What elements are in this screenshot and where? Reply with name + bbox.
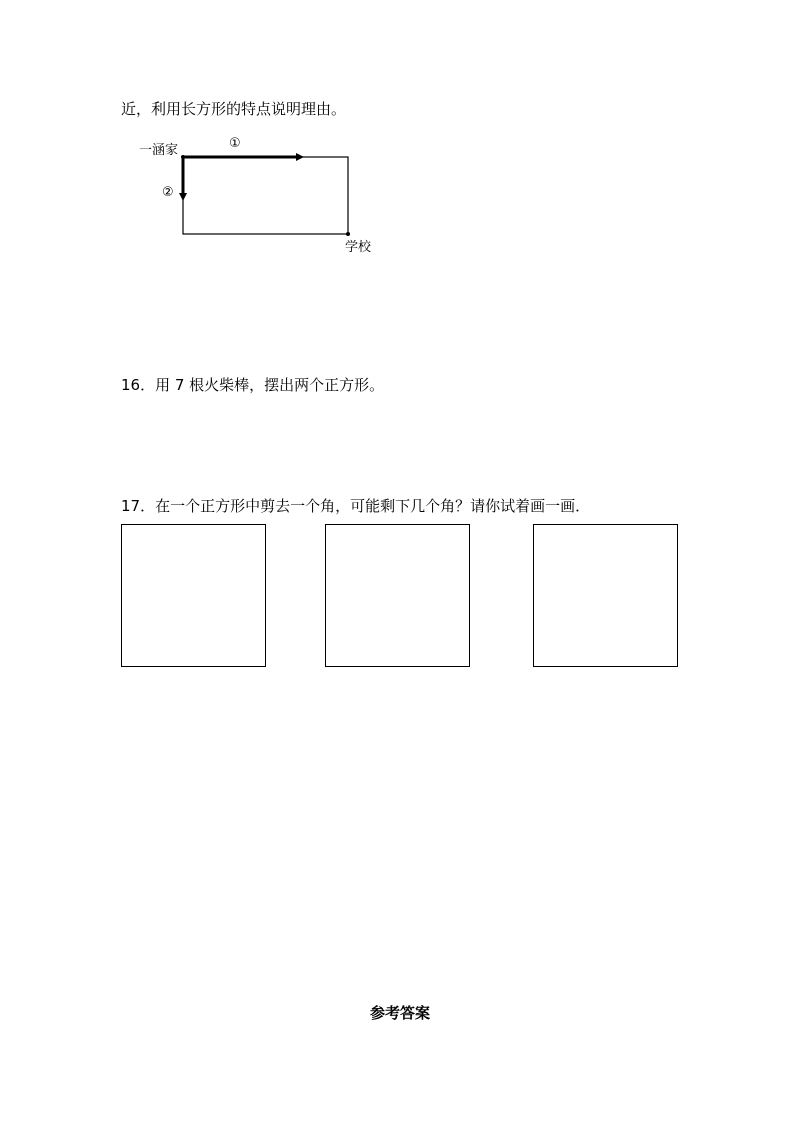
route-2-arrow-head (179, 193, 187, 201)
school-dot (346, 232, 350, 236)
route-2-label: ② (162, 185, 174, 200)
question-16-text: 16．用 7 根火柴棒，摆出两个正方形。 (121, 376, 385, 394)
drawing-box-1 (121, 524, 266, 667)
drawing-box-3 (533, 524, 678, 667)
home-dot (181, 155, 185, 159)
route-diagram-svg (0, 0, 800, 280)
drawing-box-2 (325, 524, 470, 667)
question-17-text: 17．在一个正方形中剪去一个角，可能剩下几个角？请你试着画一画． (121, 497, 591, 515)
question-15-text: 近，利用长方形的特点说明理由。 (121, 100, 347, 118)
answers-title: 参考答案 (369, 1004, 430, 1022)
route-1-arrow-head (296, 153, 304, 161)
home-label: 一涵家 (139, 143, 179, 158)
school-label: 学校 (345, 240, 372, 255)
route-rectangle (183, 157, 348, 234)
route-1-label: ① (229, 136, 241, 151)
